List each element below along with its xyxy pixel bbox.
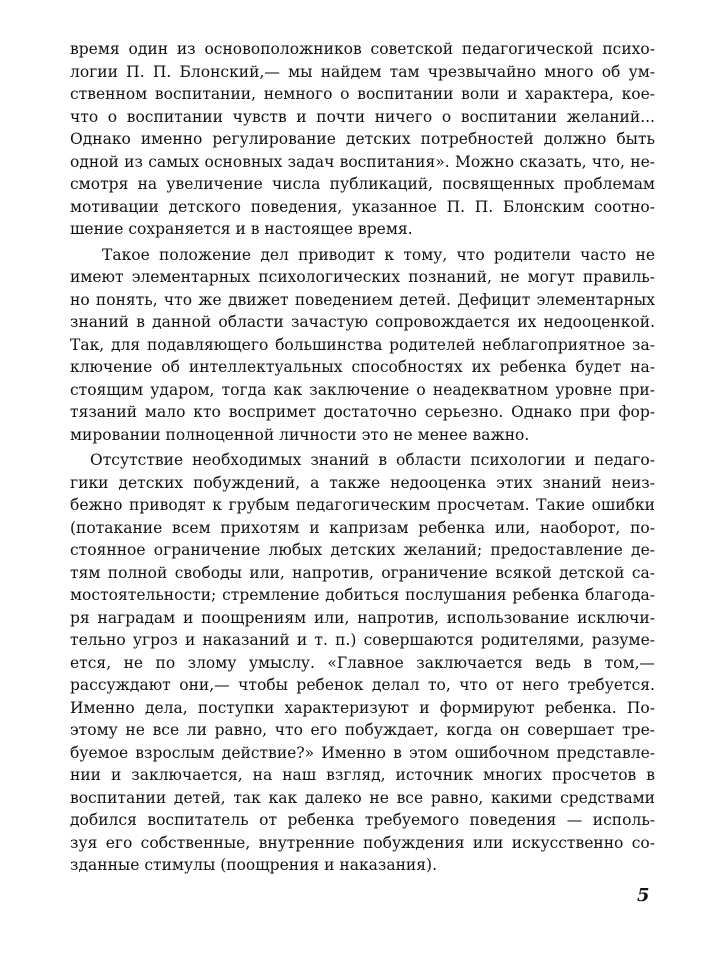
text-line: время один из основоположников советской педагогической психо-	[70, 40, 655, 58]
paragraph-1	[70, 38, 655, 241]
text-line: добился воспитатель от ребенка требуемого поведения — исполь-	[70, 811, 655, 829]
text-line: тязаний мало кто воспримет достаточно серьезно. Однако при фор-	[70, 403, 655, 421]
text-line: смотря на увеличение числа публикаций, посвященных проблемам	[70, 175, 655, 193]
text-line: ственном воспитании, немного о воспитании воли и характера, кое-	[70, 85, 655, 103]
text-line: стоящим ударом, тогда как заключение о неадекватном уровне при-	[70, 380, 655, 399]
page-text	[70, 38, 655, 877]
text-line: бежно приводят к грубым педагогическим просчетам. Такие ошибки	[70, 496, 655, 514]
text-line: буемое взрослым действие?» Именно в этом ошибочном представле-	[70, 743, 655, 762]
paragraph-2	[70, 244, 655, 447]
text-line: рассуждают они,— чтобы ребенок делал то, что от него требуется.	[70, 676, 655, 694]
text-line: шение сохраняется и в настоящее время.	[70, 220, 413, 238]
text-line: одной из самых основных задач воспитания». Можно сказать, что, не-	[70, 152, 655, 171]
text-line: что о воспитании чувств и почти ничего о воспитании желаний...	[70, 107, 655, 126]
text-line: Именно дела, поступки характеризуют и формируют ребенка. По-	[70, 698, 655, 717]
text-line: ется, не по злому умыслу. «Главное заключается ведь в том,—	[70, 653, 655, 672]
page-number: 5	[637, 885, 650, 906]
text-line: стоянное ограничение любых детских желаний; предоставление де-	[70, 541, 655, 559]
text-line: но понять, что же движет поведением детей. Дефицит элементарных	[70, 290, 655, 309]
text-line: ря наградам и поощрениям или, напротив, использование исключи-	[70, 608, 655, 627]
text-line: Такое положение дел приводит к тому, что родители часто не	[102, 245, 655, 264]
text-line: Однако именно регулирование детских потребностей должно быть	[70, 130, 655, 148]
text-line: Так, для подавляющего большинства родителей неблагоприятное за-	[70, 335, 655, 354]
paragraph-3	[70, 449, 655, 877]
text-line: Отсутствие необходимых знаний в области психологии и педаго-	[90, 451, 655, 469]
text-line: мотивации детского поведения, указанное П. П. Блонским соотно-	[70, 197, 655, 216]
text-line: мировании полноценной личности это не менее важно.	[70, 425, 530, 444]
text-line: (потакание всем прихотям и капризам ребенка или, наоборот, по-	[70, 518, 655, 537]
text-line: имеют элементарных психологических познаний, не могут правиль-	[70, 268, 655, 286]
text-line: зданные стимулы (поощрения и наказания).	[70, 856, 437, 874]
text-line: нии и заключается, на наш взгляд, источник многих просчетов в	[70, 766, 655, 784]
text-line: тельно угроз и наказаний и т. п.) совершаются родителями, разуме-	[70, 631, 655, 649]
text-line: знаний в данной области зачастую сопровождается их недооценкой.	[70, 313, 655, 331]
text-line: воспитании детей, так как далеко не все равно, какими средствами	[70, 788, 655, 807]
text-line: ключение об интеллектуальных способностях их ребенка будет на-	[70, 358, 655, 376]
text-line: гики детских побуждений, а также недооценка этих знаний неиз-	[70, 473, 655, 492]
text-line: мостоятельности; стремление добиться послушания ребенка благода-	[70, 586, 655, 604]
text-line: тям полной свободы или, напротив, ограничение всякой детской са-	[70, 563, 655, 582]
text-line: логии П. П. Блонский,— мы найдем там чрезвычайно много об ум-	[70, 62, 655, 81]
text-line: зуя его собственные, внутренние побуждения или искусственно со-	[70, 833, 655, 852]
text-line: этому не все ли равно, что его побуждает, когда он совершает тре-	[70, 721, 655, 739]
